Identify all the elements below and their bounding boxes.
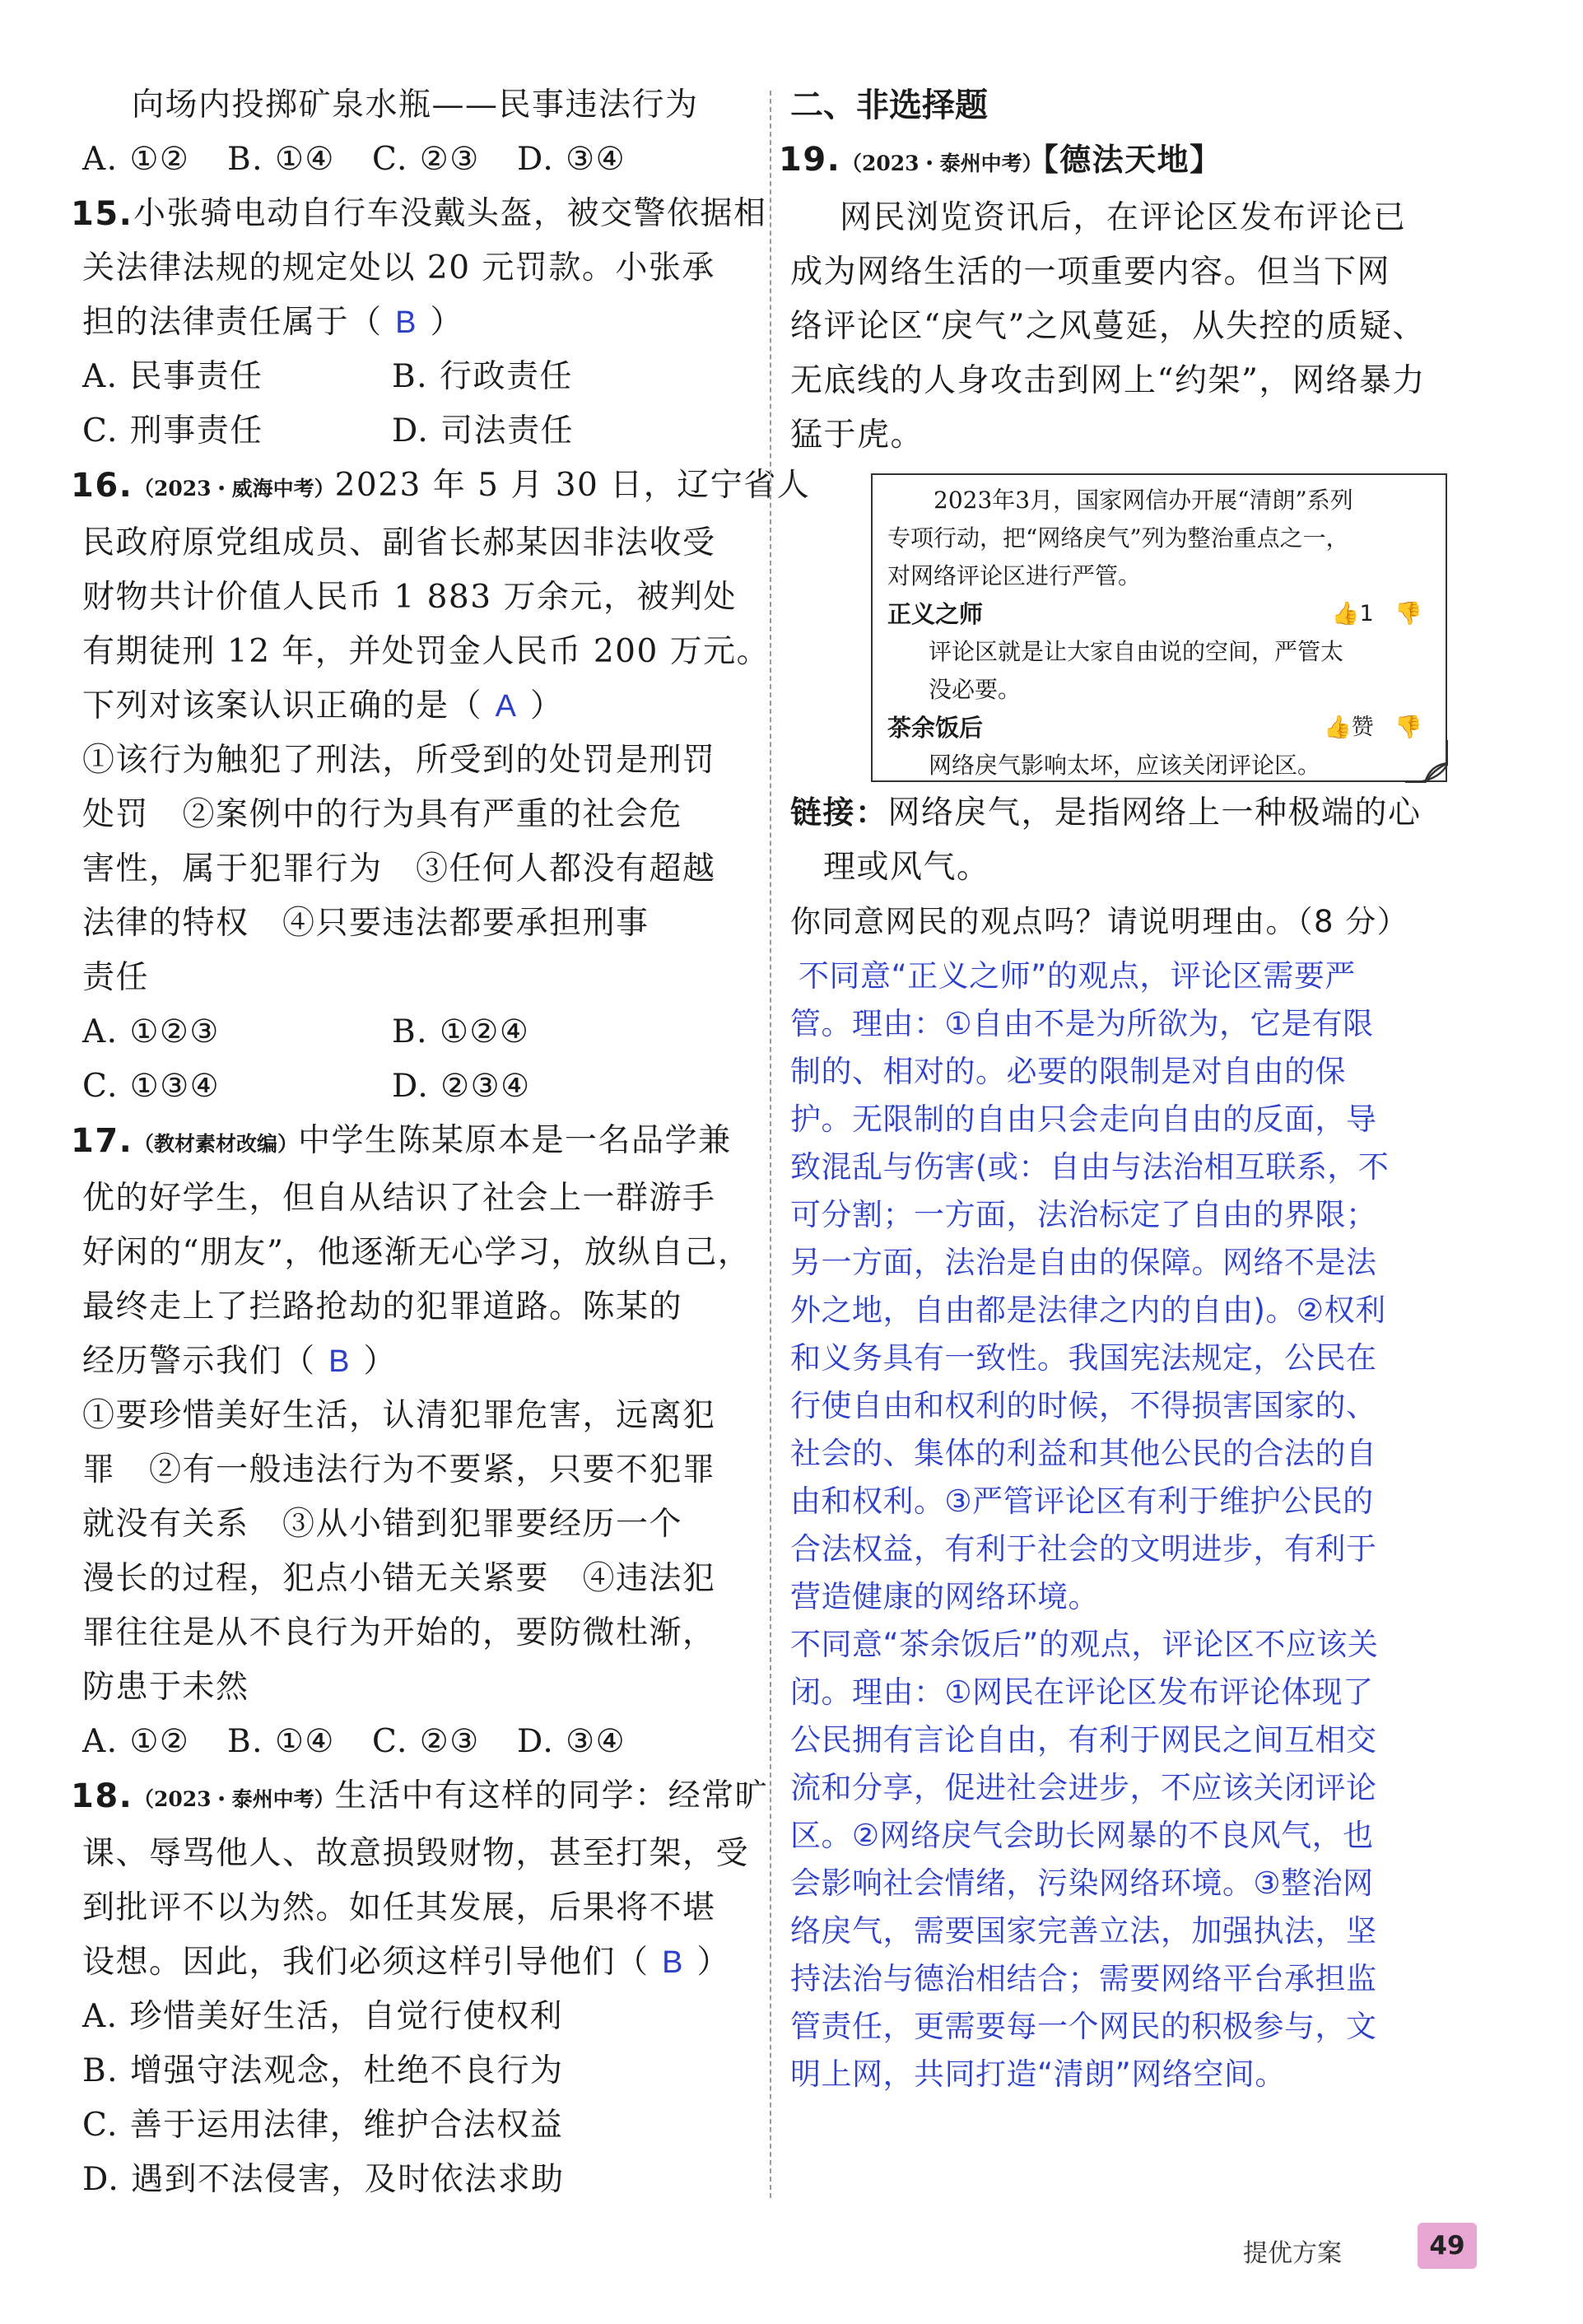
answer-line: 络戾气，需要国家完善立法，加强执法，坚 bbox=[790, 1913, 1377, 1949]
answer-line: 持法治与德治相结合；需要网络平台承担监 bbox=[790, 1961, 1377, 1996]
option-d: D. ③④ bbox=[517, 141, 626, 178]
statement-line: 罪往往是从不良行为开始的，要防微杜渐， bbox=[82, 1614, 716, 1651]
like-label: 赞 bbox=[1351, 715, 1374, 740]
question-text: 下列对该案认识正确的是（ bbox=[82, 687, 483, 724]
question-text: 担的法律责任属于（ bbox=[82, 304, 383, 341]
answer-mark: B bbox=[328, 1344, 351, 1379]
option-b: B. ①④ bbox=[227, 141, 335, 178]
answer-line: 明上网，共同打造“清朗”网络空间。 bbox=[790, 2056, 1286, 2092]
column-divider bbox=[770, 91, 771, 2198]
question-number: 19. bbox=[779, 141, 841, 179]
comment-user bbox=[887, 709, 1431, 747]
statement-line: 害性，属于犯罪行为 ③任何人都没有超越 bbox=[82, 850, 716, 887]
option-d: D. ③④ bbox=[517, 1723, 626, 1760]
answer-line: 可分割；一方面，法治标定了自由的界限； bbox=[790, 1197, 1377, 1232]
topic-tag: 【德法天地】 bbox=[1042, 142, 1222, 178]
option-c: C. 善于运用法律，维护合法权益 bbox=[82, 2107, 564, 2144]
card-text: 专项行动，把“网络戾气”列为整治重点之一， bbox=[887, 524, 1349, 552]
answer-line: 行使自由和权利的时候，不得损害国家的、 bbox=[790, 1388, 1377, 1423]
comment-username: 茶余饭后 bbox=[887, 714, 984, 742]
like-count: 1 bbox=[1359, 601, 1374, 626]
answer-line: 制的、相对的。必要的限制是对自由的保 bbox=[790, 1054, 1346, 1089]
comment-text: 网络戾气影响太坏，应该关闭评论区。 bbox=[929, 752, 1321, 779]
section-title: 二、非选择题 bbox=[790, 86, 988, 124]
question-15 bbox=[71, 187, 767, 459]
top-options bbox=[82, 133, 757, 187]
options-row bbox=[82, 1715, 757, 1769]
intro-text: 络评论区“戾气”之风蔓延，从失控的质疑、 bbox=[790, 308, 1426, 345]
question-number: 17. bbox=[71, 1122, 133, 1160]
option-c: C. ①③④ bbox=[82, 1068, 221, 1105]
question-text: 好闲的“朋友”，他逐渐无心学习，放纵自己， bbox=[82, 1234, 752, 1271]
comment-username: 正义之师 bbox=[887, 600, 984, 628]
question-text: 有期徒刑 12 年，并处罚金人民币 200 万元。 bbox=[82, 633, 771, 670]
question-text: 经历警示我们（ bbox=[82, 1343, 316, 1380]
option-b: B. 增强守法观念，杜绝不良行为 bbox=[82, 2052, 564, 2089]
answer-line: 致混乱与伤害(或：自由与法治相互联系，不 bbox=[790, 1149, 1390, 1185]
question-source: （2023・泰州中考） bbox=[133, 1787, 335, 1811]
answer-line: 公民拥有言论自由，有利于网民之间互相交 bbox=[790, 1722, 1377, 1758]
question-text: 关法律法规的规定处以 20 元罚款。小张承 bbox=[82, 249, 715, 286]
card-text: 对网络评论区进行严管。 bbox=[887, 562, 1142, 589]
bracket-close: ） bbox=[530, 687, 564, 724]
question-text: 民政府原党组成员、副省长郝某因非法收受 bbox=[82, 524, 716, 561]
answer-line: 不同意“茶余饭后”的观点，评论区不应该关 bbox=[790, 1627, 1379, 1662]
statement-line: 处罚 ②案例中的行为具有严重的社会危 bbox=[82, 796, 683, 833]
option-b: B. ①④ bbox=[227, 1723, 335, 1760]
thumbs-down-icon[interactable]: 👎 bbox=[1394, 601, 1422, 626]
answer-line: 区。②网络戾气会助长网暴的不良风气，也 bbox=[790, 1818, 1374, 1853]
option-c: C. ②③ bbox=[372, 141, 480, 178]
answer-line: 由和权利。③严管评论区有利于维护公民的 bbox=[790, 1483, 1374, 1519]
question-text: 课、辱骂他人、故意损毁财物，甚至打架，受 bbox=[82, 1835, 750, 1872]
answer-line: 不同意“正义之师”的观点，评论区需要严 bbox=[798, 958, 1356, 994]
comment-text: 评论区就是让大家自由说的空间，严管太 bbox=[929, 638, 1344, 665]
page-curl-icon bbox=[1405, 740, 1448, 783]
options-row bbox=[82, 1005, 757, 1060]
statement-line: 防患于未然 bbox=[82, 1669, 249, 1706]
top-continuation-line: 向场内投掷矿泉水瓶——民事违法行为 bbox=[132, 86, 699, 123]
answer-line: 闭。理由：①网民在评论区发布评论体现了 bbox=[790, 1674, 1374, 1710]
option-c: C. 刑事责任 bbox=[82, 412, 263, 449]
answer-line: 和义务具有一致性。我国宪法规定，公民在 bbox=[790, 1340, 1377, 1376]
book-title: 提优方案 bbox=[1243, 2239, 1342, 2268]
option-a: A. 珍惜美好生活，自觉行使权利 bbox=[82, 1998, 563, 2035]
bracket-close: ） bbox=[696, 1944, 731, 1981]
statement-line: 漫长的过程，犯点小错无关紧要 ④违法犯 bbox=[82, 1560, 716, 1597]
link-label: 链接： bbox=[790, 794, 888, 831]
answer-mark: B bbox=[662, 1945, 684, 1980]
statement-line: 罪 ②有一般违法行为不要紧，只要不犯罪 bbox=[82, 1451, 716, 1488]
question-text: 小张骑电动自行车没戴头盔，被交警依据相 bbox=[133, 195, 767, 232]
thumbs-down-icon[interactable]: 👎 bbox=[1394, 715, 1422, 740]
question-source: （2023・泰州中考） bbox=[841, 151, 1043, 175]
option-d: D. ②③④ bbox=[392, 1068, 531, 1105]
answer-line: 管责任，更需要每一个网民的积极参与，文 bbox=[790, 2009, 1377, 2044]
answer-line: 合法权益，有利于社会的文明进步，有利于 bbox=[790, 1531, 1377, 1567]
question-text: 生活中有这样的同学：经常旷 bbox=[334, 1777, 769, 1814]
bracket-close: ） bbox=[363, 1343, 398, 1380]
answer-line: 会影响社会情绪，污染网络环境。③整治网 bbox=[790, 1865, 1374, 1901]
answer-mark: A bbox=[495, 689, 518, 724]
question-18 bbox=[71, 1769, 769, 2207]
statement-line: ①要珍惜美好生活，认清犯罪危害，远离犯 bbox=[82, 1397, 716, 1434]
intro-text: 成为网络生活的一项重要内容。但当下网 bbox=[790, 254, 1391, 291]
comment-actions bbox=[1332, 595, 1422, 633]
question-16 bbox=[71, 459, 811, 1114]
option-a: A. 民事责任 bbox=[82, 358, 263, 395]
intro-text: 无底线的人身攻击到网上“约架”，网络暴力 bbox=[790, 362, 1426, 399]
option-d: D. 司法责任 bbox=[392, 412, 575, 449]
card-text: 2023年3月，国家网信办开展“清朗”系列 bbox=[934, 487, 1353, 514]
thumbs-up-icon[interactable]: 👍 bbox=[1331, 601, 1360, 626]
question-text: 最终走上了拦路抢劫的犯罪道路。陈某的 bbox=[82, 1288, 683, 1325]
answer-line: 管。理由：①自由不是为所欲为，它是有限 bbox=[790, 1006, 1374, 1041]
statement-line: 法律的特权 ④只要违法都要承担刑事 bbox=[82, 905, 649, 942]
question-prompt: 你同意网民的观点吗？请说明理由。（8 分） bbox=[790, 904, 1409, 939]
question-text: 财物共计价值人民币 1 883 万余元，被判处 bbox=[82, 579, 737, 616]
question-number: 15. bbox=[71, 195, 133, 233]
question-source: （教材素材改编） bbox=[133, 1132, 299, 1156]
link-text: 网络戾气，是指网络上一种极端的心 bbox=[887, 794, 1422, 831]
answer-line: 流和分享，促进社会进步，不应该关闭评论 bbox=[790, 1770, 1377, 1805]
option-b: B. 行政责任 bbox=[392, 358, 573, 395]
option-a: A. ①②③ bbox=[82, 1013, 220, 1050]
answer-line: 营造健康的网络环境。 bbox=[790, 1579, 1099, 1614]
page-number: 49 bbox=[1418, 2223, 1477, 2269]
statement-line: 责任 bbox=[82, 959, 150, 996]
question-text: 2023 年 5 月 30 日，辽宁省人 bbox=[334, 467, 811, 504]
options-row bbox=[82, 350, 757, 404]
option-b: B. ①②④ bbox=[392, 1013, 530, 1050]
question-text: 优的好学生，但自从结识了社会上一群游手 bbox=[82, 1180, 716, 1217]
question-text: 到批评不以为然。如任其发展，后果将不堪 bbox=[82, 1889, 716, 1926]
options-row bbox=[82, 404, 757, 459]
answer-block bbox=[790, 952, 1474, 2098]
comment-card bbox=[871, 473, 1447, 782]
question-source: （2023・威海中考） bbox=[133, 477, 335, 501]
question-17 bbox=[71, 1114, 757, 1769]
answer-line: 社会的、集体的利益和其他公民的合法的自 bbox=[790, 1436, 1377, 1471]
answer-mark: B bbox=[395, 305, 417, 340]
right-column bbox=[779, 78, 1474, 2098]
option-a: A. ①② bbox=[82, 1723, 190, 1760]
option-d: D. 遇到不法侵害，及时依法求助 bbox=[82, 2161, 565, 2198]
intro-text: 猛于虎。 bbox=[790, 417, 924, 454]
option-c: C. ②③ bbox=[372, 1723, 480, 1760]
options-row bbox=[82, 1060, 757, 1114]
question-number: 16. bbox=[71, 467, 133, 505]
intro-text: 网民浏览资讯后，在评论区发布评论已 bbox=[840, 199, 1407, 236]
question-number: 18. bbox=[71, 1777, 133, 1815]
link-text: 理或风气。 bbox=[823, 849, 990, 886]
comment-text: 没必要。 bbox=[929, 676, 1022, 703]
answer-line: 外之地，自由都是法律之内的自由)。②权利 bbox=[790, 1292, 1386, 1328]
answer-line: 另一方面，法治是自由的保障。网络不是法 bbox=[790, 1245, 1377, 1280]
thumbs-up-icon[interactable]: 👍 bbox=[1324, 715, 1352, 740]
comment-user bbox=[887, 595, 1431, 633]
question-text: 中学生陈某原本是一名品学兼 bbox=[298, 1122, 732, 1159]
bracket-close: ） bbox=[430, 304, 464, 341]
question-text: 设想。因此，我们必须这样引导他们（ bbox=[82, 1944, 649, 1981]
option-a: A. ①② bbox=[82, 141, 190, 178]
answer-line: 护。无限制的自由只会走向自由的反面，导 bbox=[790, 1101, 1377, 1137]
statement-line: 就没有关系 ③从小错到犯罪要经历一个 bbox=[82, 1506, 683, 1543]
statement-line: ①该行为触犯了刑法，所受到的处罚是刑罚 bbox=[82, 742, 716, 779]
